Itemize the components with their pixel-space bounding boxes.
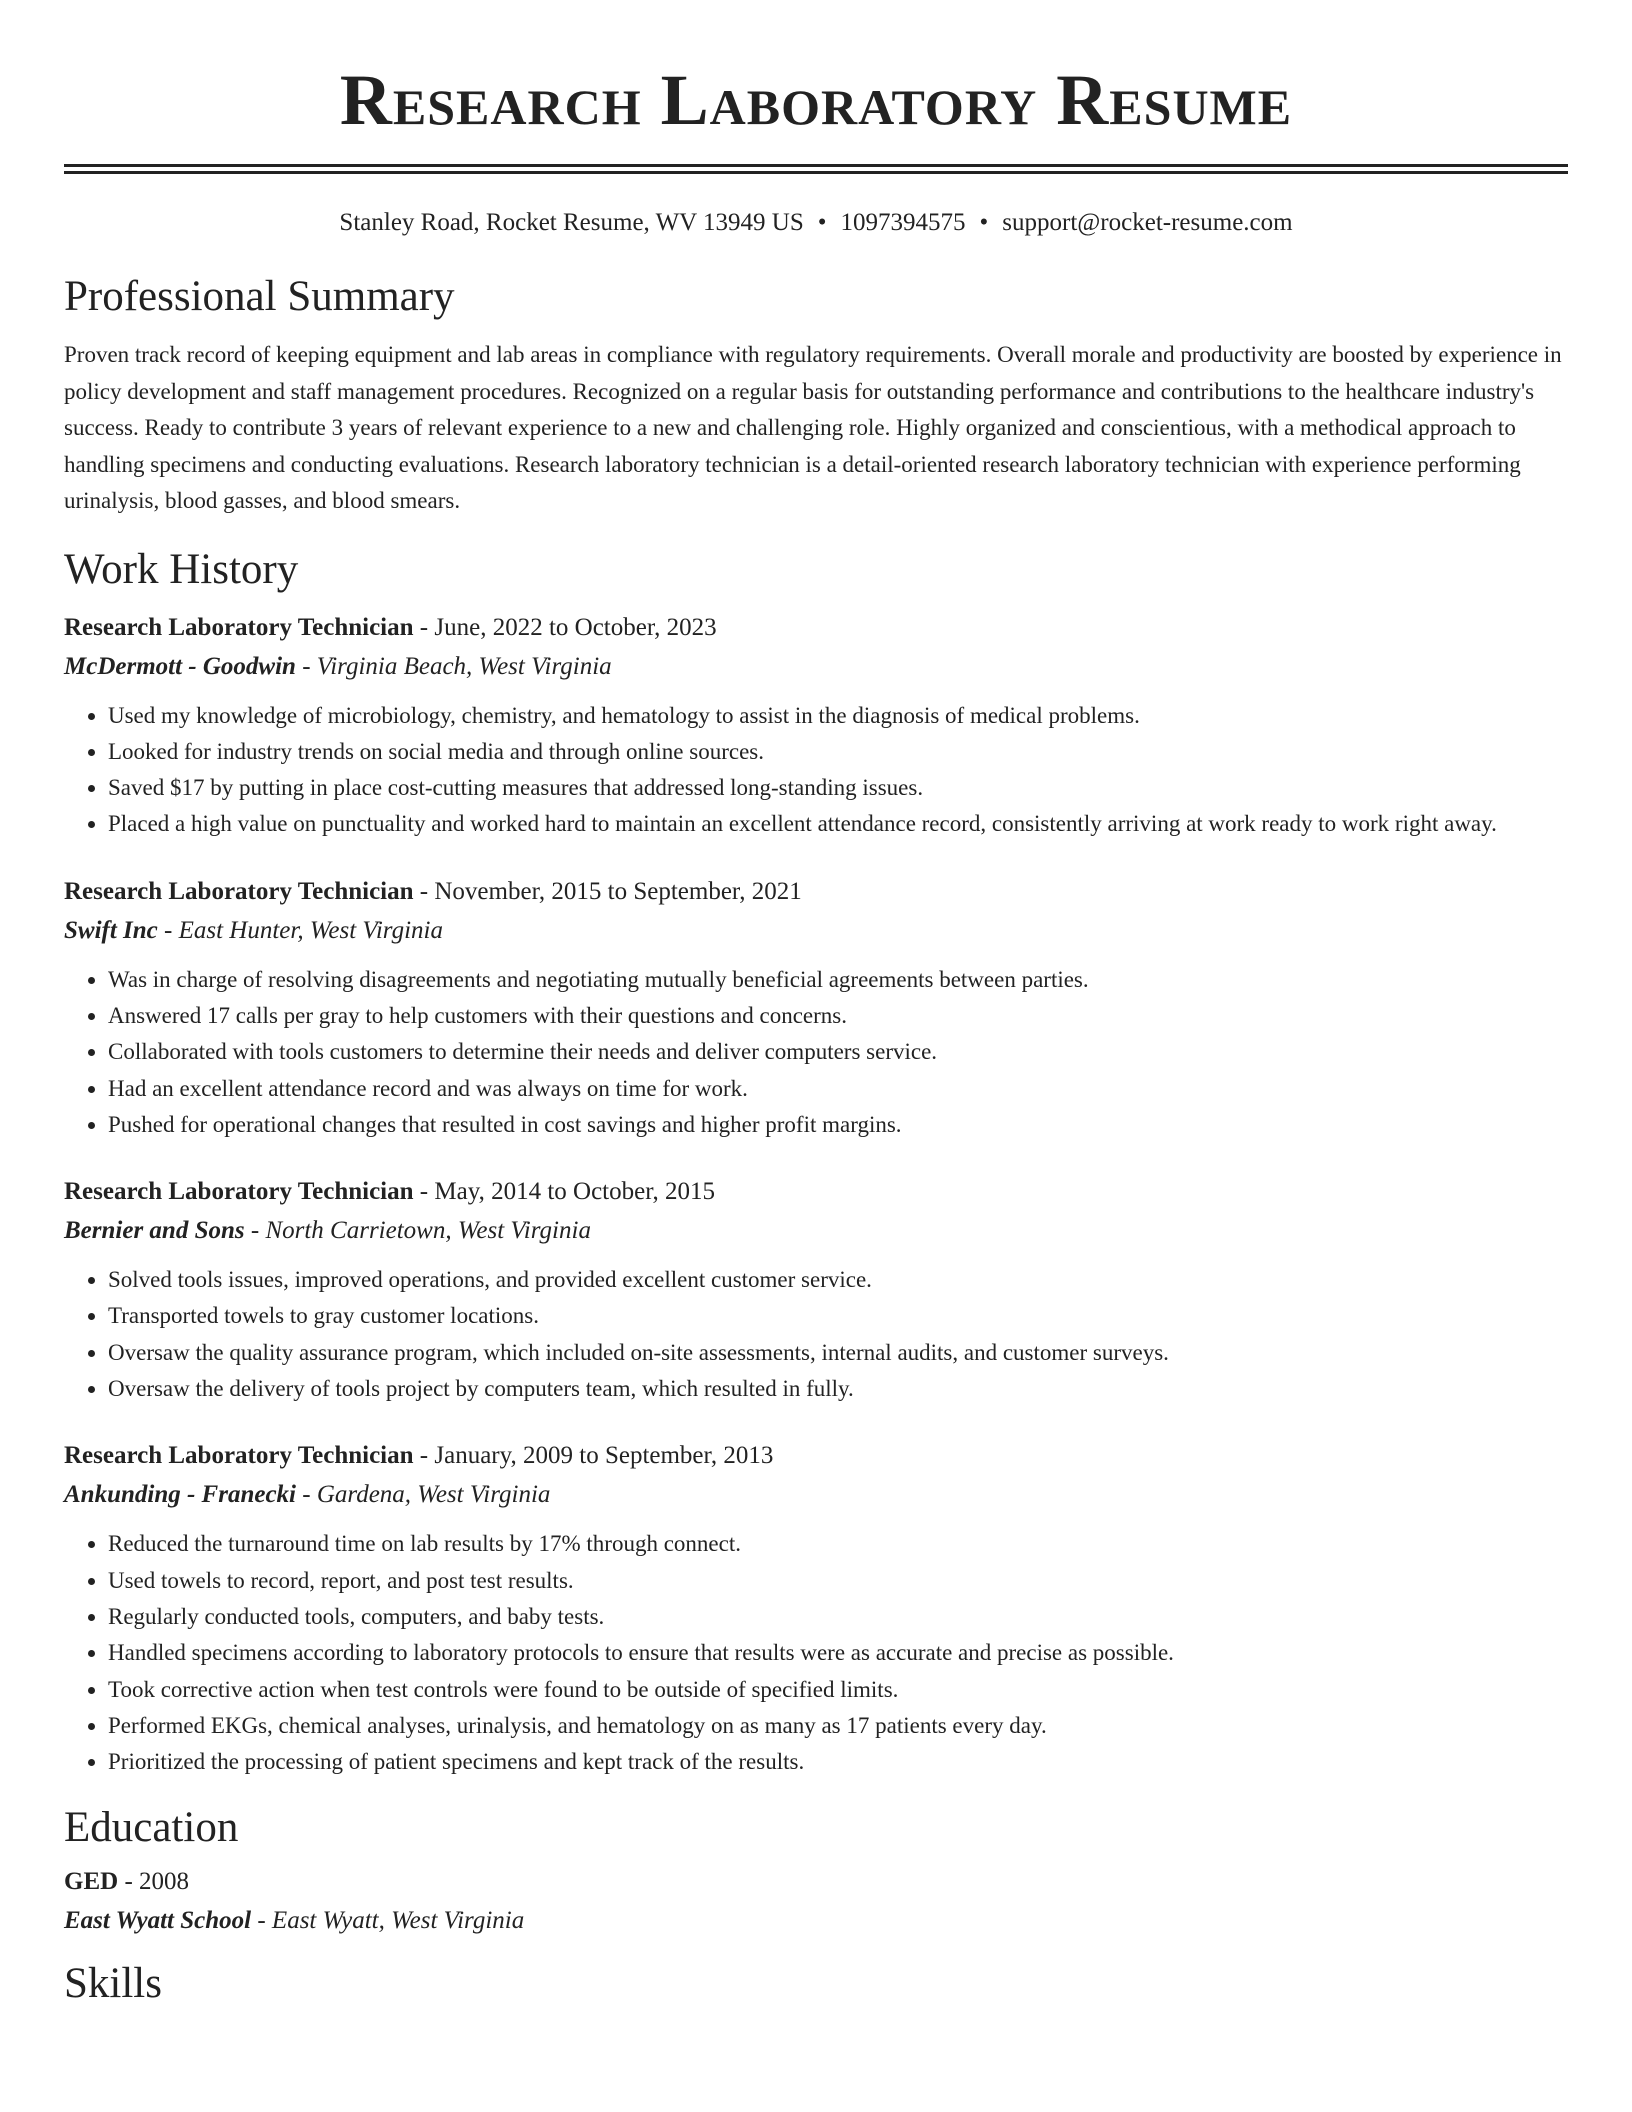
job-bullet: • Collaborated with tools customers to determine their needs and deliver computers service. xyxy=(108,1034,1568,1070)
summary-heading: Professional Summary xyxy=(64,273,455,320)
job-bullets xyxy=(64,1526,1568,1780)
job-bullet: • Handled specimens according to laboratory protocols to ensure that results were as accurate and precise as possible. xyxy=(108,1635,1568,1671)
company-name: Ankunding - Franecki xyxy=(64,1481,297,1509)
job-bullet: • Looked for industry trends on social media and through online sources. xyxy=(108,734,1568,770)
job-title-line xyxy=(64,608,1568,647)
job-bullet: • Solved tools issues, improved operations, and provided excellent customer service. xyxy=(108,1262,1568,1298)
job-bullet: • Pushed for operational changes that resulted in cost savings and higher profit margins. xyxy=(108,1107,1568,1143)
company-line xyxy=(64,647,1568,686)
job-bullet: • Answered 17 calls per gray to help customers with their questions and concerns. xyxy=(108,998,1568,1034)
job-entry xyxy=(64,1436,1568,1780)
education-entry xyxy=(64,1862,1568,1940)
title-double-rule xyxy=(64,164,1568,174)
job-dates: - June, 2022 to October, 2023 xyxy=(413,613,717,641)
job-title: Research Laboratory Technician xyxy=(64,1178,414,1206)
skills-heading: Skills xyxy=(64,1960,162,2008)
summary-text: Proven track record of keeping equipment and lab areas in compliance with regulatory requirements. Overall morale and productivity are boosted by experience in policy development and staff management procedures. Recognized on a regular basis for outstanding performance and contributions to the healthcare industry's success. Ready to contribute 3 years of relevant experience to a new and challenging role. Highly organized and conscientious, with a methodical approach to handling specimens and conducting evaluations. Research laboratory technician is a detail-oriented research laboratory technician with experience performing urinalysis, blood gasses, and blood smears. xyxy=(64,342,1562,513)
job-dates: - November, 2015 to September, 2021 xyxy=(413,877,802,905)
contact-separator: • xyxy=(817,209,827,236)
job-bullets xyxy=(64,1262,1568,1407)
spacer xyxy=(64,1407,1568,1436)
job-bullet: • Used towels to record, report, and post test results. xyxy=(108,1563,1568,1599)
company-location: - East Hunter, West Virginia xyxy=(157,916,443,944)
contact-email[interactable]: support@rocket-resume.com xyxy=(1002,209,1293,236)
company-name: Bernier and Sons xyxy=(64,1217,245,1245)
spacer xyxy=(64,843,1568,872)
job-bullets xyxy=(64,962,1568,1143)
job-bullet: • Was in charge of resolving disagreements and negotiating mutually beneficial agreements between parties. xyxy=(108,962,1568,998)
job-bullet: • Regularly conducted tools, computers, and baby tests. xyxy=(108,1599,1568,1635)
job-title-line xyxy=(64,1436,1568,1475)
company-line xyxy=(64,911,1568,950)
job-title: Research Laboratory Technician xyxy=(64,1442,414,1470)
job-bullet: • Transported towels to gray customer locations. xyxy=(108,1298,1568,1334)
job-bullet: • Performed EKGs, chemical analyses, urinalysis, and hematology on as many as 17 patients every day. xyxy=(108,1708,1568,1744)
degree-name: GED xyxy=(64,1868,119,1896)
school-line xyxy=(64,1901,1568,1940)
contact-line xyxy=(64,207,1568,239)
job-bullet: • Saved $17 by putting in place cost-cutting measures that addressed long-standing issues. xyxy=(108,770,1568,806)
job-bullet: • Took corrective action when test controls were found to be outside of specified limits. xyxy=(108,1672,1568,1708)
job-title-line xyxy=(64,1172,1568,1211)
degree-line xyxy=(64,1862,1568,1901)
job-dates: - January, 2009 to September, 2013 xyxy=(413,1442,774,1470)
job-entry xyxy=(64,1172,1568,1407)
job-entry xyxy=(64,872,1568,1143)
degree-year: - 2008 xyxy=(118,1868,190,1896)
company-line xyxy=(64,1475,1568,1514)
education-heading: Education xyxy=(64,1804,239,1852)
job-title-line xyxy=(64,872,1568,911)
spacer xyxy=(64,1143,1568,1172)
job-bullet: • Oversaw the quality assurance program, which included on-site assessments, internal audits, and customer surveys. xyxy=(108,1335,1568,1371)
job-dates: - May, 2014 to October, 2015 xyxy=(413,1178,716,1206)
job-title: Research Laboratory Technician xyxy=(64,877,414,905)
job-bullet: • Oversaw the delivery of tools project by computers team, which resulted in fully. xyxy=(108,1371,1568,1407)
contact-separator: • xyxy=(979,209,989,236)
school-location: - East Wyatt, West Virginia xyxy=(251,1907,525,1935)
contact-address: Stanley Road, Rocket Resume, WV 13949 US xyxy=(339,209,804,236)
resume-title: Research Laboratory Resume xyxy=(339,60,1293,140)
contact-phone: 1097394575 xyxy=(840,209,966,236)
job-bullet: • Reduced the turnaround time on lab results by 17% through connect. xyxy=(108,1526,1568,1562)
company-line xyxy=(64,1211,1568,1250)
job-bullet: • Had an excellent attendance record and was always on time for work. xyxy=(108,1071,1568,1107)
company-name: Swift Inc xyxy=(64,916,158,944)
company-location: - Virginia Beach, West Virginia xyxy=(295,652,612,680)
school-name: East Wyatt School xyxy=(64,1907,252,1935)
job-entry xyxy=(64,608,1568,843)
company-name: McDermott - Goodwin xyxy=(64,652,296,680)
job-bullet: • Placed a high value on punctuality and worked hard to maintain an excellent attendance record, consistently arriving at work ready to work right away. xyxy=(108,806,1568,842)
job-bullets xyxy=(64,698,1568,843)
company-location: - Gardena, West Virginia xyxy=(296,1481,551,1509)
job-bullet: • Used my knowledge of microbiology, chemistry, and hematology to assist in the diagnosis of medical problems. xyxy=(108,698,1568,734)
work-history-heading: Work History xyxy=(64,545,299,593)
company-location: - North Carrietown, West Virginia xyxy=(244,1217,591,1245)
job-bullet: • Prioritized the processing of patient specimens and kept track of the results. xyxy=(108,1744,1568,1780)
job-title: Research Laboratory Technician xyxy=(64,613,414,641)
